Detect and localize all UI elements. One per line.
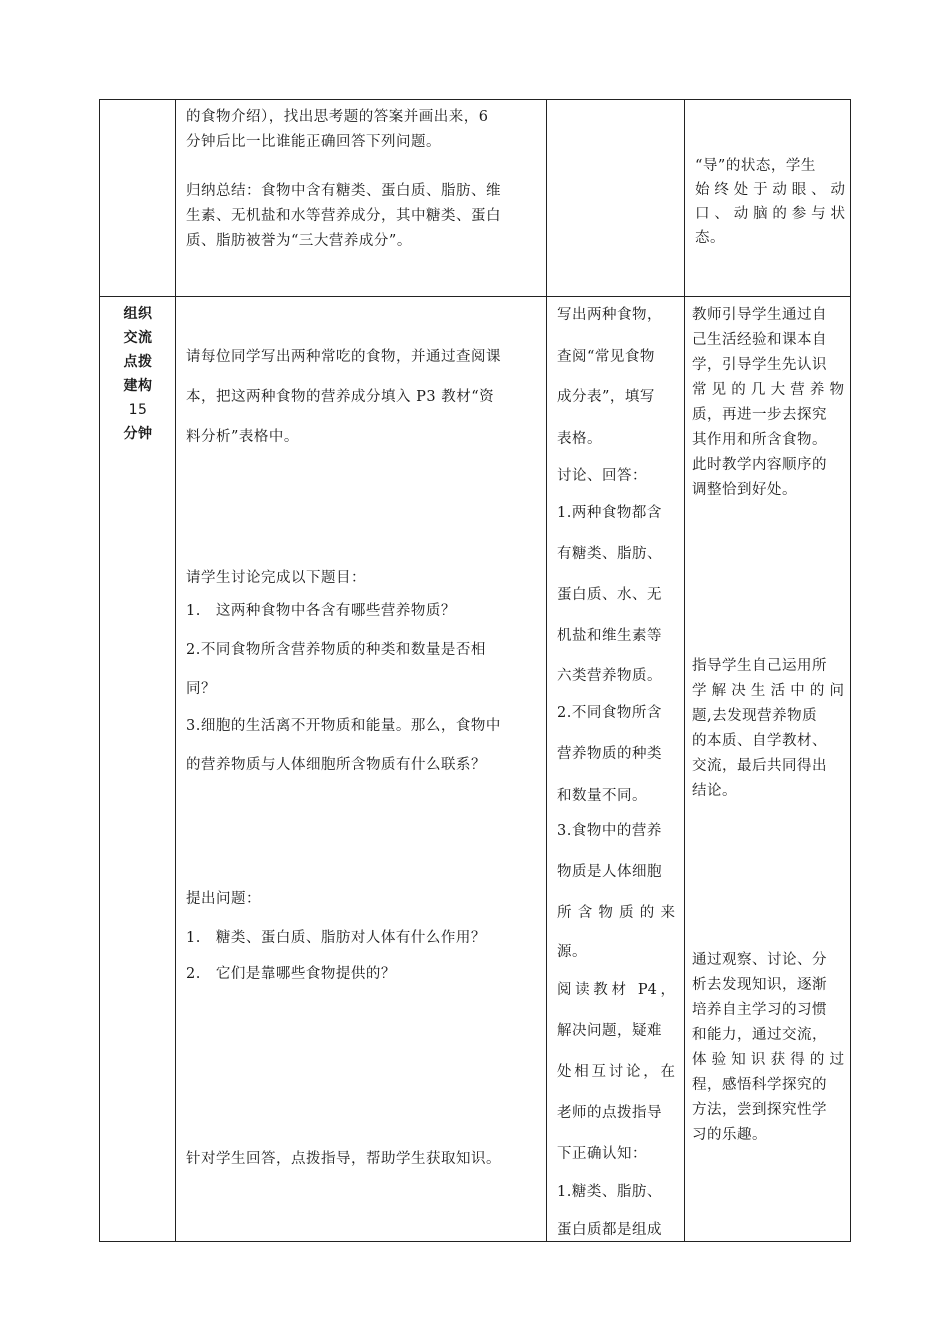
intent-line: 通过观察、讨论、分	[692, 952, 827, 968]
student-line: 成分表”，填写	[557, 389, 655, 405]
intent-line: 学，引导学生先认识	[692, 357, 827, 373]
intent-line: 其作用和所含食物。	[692, 432, 827, 448]
teacher-line: 2.不同食物所含营养物质的种类和数量是否相	[186, 642, 486, 658]
intent-line: 此时教学内容顺序的	[692, 457, 827, 473]
student-line: 阅读教材 P4，	[557, 982, 675, 998]
intent-line: 口、动脑的参与状	[695, 206, 845, 222]
teacher-line: 针对学生回答，点拨指导，帮助学生获取知识。	[186, 1151, 501, 1167]
student-line: 查阅“常见食物	[557, 349, 655, 365]
column-divider	[546, 100, 547, 1241]
intent-line: 学解决生活中的问	[692, 683, 844, 699]
intent-line: 常见的几大营养物	[692, 382, 844, 398]
intent-line: 程，感悟科学探究的	[692, 1077, 827, 1093]
stage-duration: 15	[128, 402, 148, 418]
intent-line: 的本质、自学教材、	[692, 733, 827, 749]
student-line: 六类营养物质。	[557, 668, 662, 684]
content-line: 归纳总结：食物中含有糖类、蛋白质、脂肪、维	[186, 183, 501, 199]
intent-line: 体验知识获得的过	[692, 1052, 844, 1068]
teacher-line: 料分析”表格中。	[186, 429, 299, 445]
content-line: 的食物介绍），找出思考题的答案并画出来，6	[186, 109, 489, 125]
student-line: 蛋白质、水、无	[557, 587, 662, 603]
teacher-line: 的营养物质与人体细胞所含物质有什么联系？	[186, 757, 486, 773]
intent-line: 和能力，通过交流，	[692, 1027, 827, 1043]
intent-line: 方法，尝到探究性学	[692, 1102, 827, 1118]
content-line: 生素、无机盐和水等营养成分，其中糖类、蛋白	[186, 208, 501, 224]
stage-label-line: 点拨	[123, 354, 153, 370]
intent-line: 培养自主学习的习惯	[692, 1002, 827, 1018]
teacher-line: 3.细胞的生活离不开物质和能量。那么，食物中	[186, 718, 501, 734]
intent-line: 结论。	[692, 783, 737, 799]
lesson-plan-table	[99, 99, 851, 1242]
student-line: 源。	[557, 944, 587, 960]
stage-label-line: 交流	[123, 330, 153, 346]
column-divider	[175, 100, 176, 1241]
student-line: 1.糖类、脂肪、	[557, 1184, 662, 1200]
stage-label-line: 建构	[123, 378, 153, 394]
teacher-line: 1. 这两种食物中各含有哪些营养物质？	[186, 603, 456, 619]
student-line: 物质是人体细胞	[557, 864, 662, 880]
teacher-line: 请每位同学写出两种常吃的食物，并通过查阅课	[186, 349, 501, 365]
intent-line: 交流，最后共同得出	[692, 758, 827, 774]
intent-line: 题,去发现营养物质	[692, 708, 818, 724]
student-line: 蛋白质都是组成	[557, 1222, 662, 1238]
teacher-line: 提出问题：	[186, 891, 261, 907]
content-line: 分钟后比一比谁能正确回答下列问题。	[186, 134, 441, 150]
stage-label-line: 组织	[123, 306, 153, 322]
intent-line: 调整恰到好处。	[692, 482, 797, 498]
teacher-line: 同？	[186, 681, 216, 697]
intent-line: 析去发现知识，逐渐	[692, 977, 827, 993]
student-line: 老师的点拨指导	[557, 1105, 662, 1121]
student-line: 表格。	[557, 431, 602, 447]
intent-line: 质，再进一步去探究	[692, 407, 827, 423]
student-line: 处相互讨论，在	[557, 1064, 675, 1080]
content-line: 质、脂肪被誉为“三大营养成分”。	[186, 233, 412, 249]
student-line: 2.不同食物所含	[557, 705, 662, 721]
student-line: 有糖类、脂肪、	[557, 546, 662, 562]
intent-line: 习的乐趣。	[692, 1127, 767, 1143]
column-divider	[684, 100, 685, 1241]
student-line: 和数量不同。	[557, 788, 647, 804]
student-line: 讨论、回答：	[557, 468, 647, 484]
student-line: 解决问题，疑难	[557, 1023, 662, 1039]
intent-line: 态。	[695, 230, 725, 246]
teacher-line: 请学生讨论完成以下题目：	[186, 570, 366, 586]
student-line: 下正确认知：	[557, 1146, 647, 1162]
intent-line: 指导学生自己运用所	[692, 658, 827, 674]
student-line: 写出两种食物，	[557, 307, 662, 323]
student-line: 1.两种食物都含	[557, 505, 662, 521]
row-divider	[100, 296, 850, 297]
student-line: 营养物质的种类	[557, 746, 662, 762]
student-line: 所含物质的来	[557, 905, 675, 921]
intent-line: 己生活经验和课本自	[692, 332, 827, 348]
student-line: 3.食物中的营养	[557, 823, 662, 839]
student-line: 机盐和维生素等	[557, 628, 662, 644]
teacher-line: 本，把这两种食物的营养成分填入 P3 教材“资	[186, 389, 495, 405]
teacher-line: 2. 它们是靠哪些食物提供的？	[186, 966, 396, 982]
intent-line: “导”的状态，学生	[695, 158, 816, 174]
intent-line: 始终处于动眼、动	[695, 182, 845, 198]
stage-label-line: 分钟	[123, 426, 153, 442]
teacher-line: 1. 糖类、蛋白质、脂肪对人体有什么作用？	[186, 930, 486, 946]
intent-line: 教师引导学生通过自	[692, 307, 827, 323]
